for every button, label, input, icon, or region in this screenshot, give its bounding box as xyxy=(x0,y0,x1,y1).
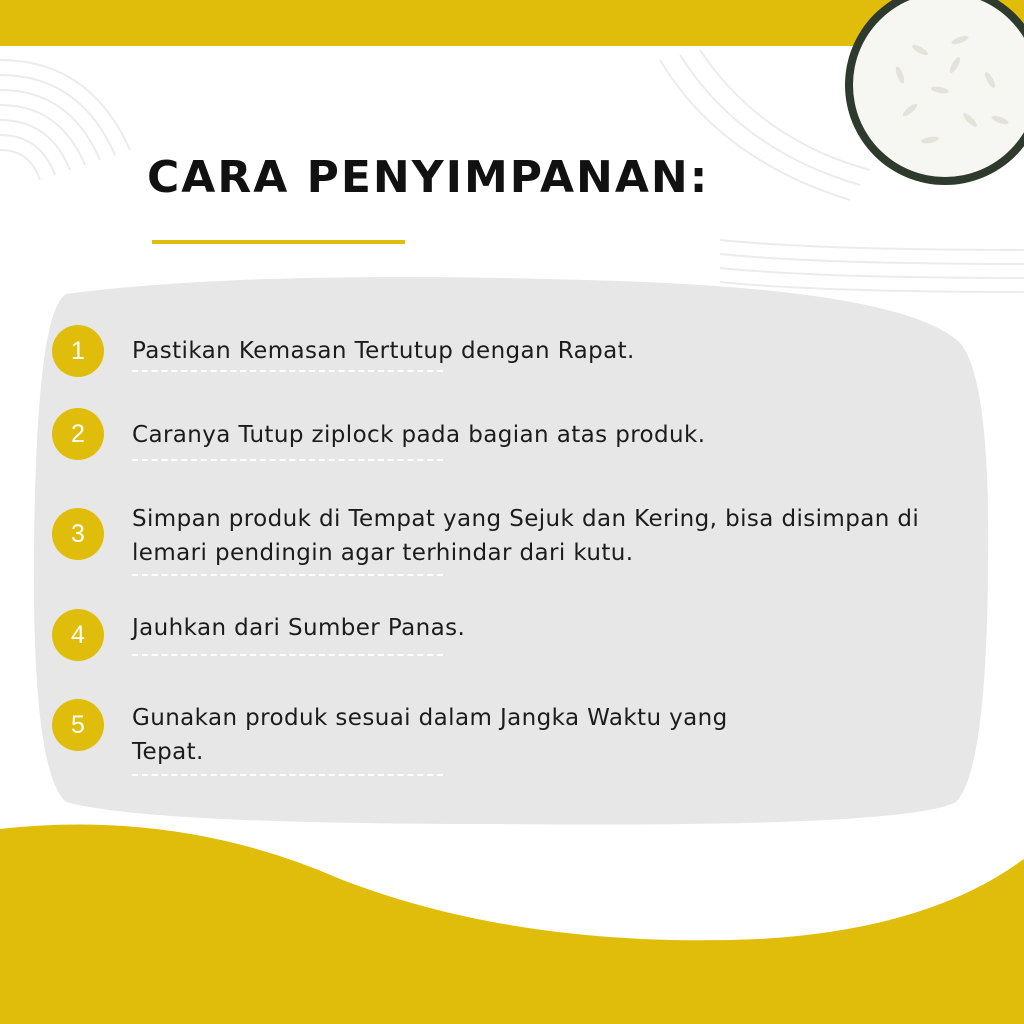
dashed-divider xyxy=(132,774,443,776)
rice-bowl-image xyxy=(840,0,1024,190)
step-text: Caranya Tutup ziplock pada bagian atas produk. xyxy=(132,422,706,448)
step-number-badge: 1 xyxy=(52,325,104,377)
step-text: Jauhkan dari Sumber Panas. xyxy=(132,615,466,641)
bottom-wave-decoration xyxy=(0,820,1024,1024)
dashed-divider xyxy=(132,370,443,372)
dashed-divider xyxy=(132,574,443,576)
step-number-badge: 3 xyxy=(52,508,104,560)
dashed-divider xyxy=(132,654,443,656)
step-number-badge: 4 xyxy=(52,609,104,661)
step-text: Pastikan Kemasan Tertutup dengan Rapat. xyxy=(132,338,635,364)
title-underline xyxy=(152,240,405,244)
step-text: Gunakan produk sesuai dalam Jangka Waktu yang Tepat. xyxy=(132,705,728,765)
dashed-divider xyxy=(132,459,443,461)
step-number-badge: 5 xyxy=(52,699,104,751)
step-text: Simpan produk di Tempat yang Sejuk dan Kering, bisa disimpan di lemari pendingin agar terhindar dari kutu. xyxy=(132,506,920,566)
step-number-badge: 2 xyxy=(52,408,104,460)
page-title: CARA PENYIMPANAN: xyxy=(147,152,710,203)
